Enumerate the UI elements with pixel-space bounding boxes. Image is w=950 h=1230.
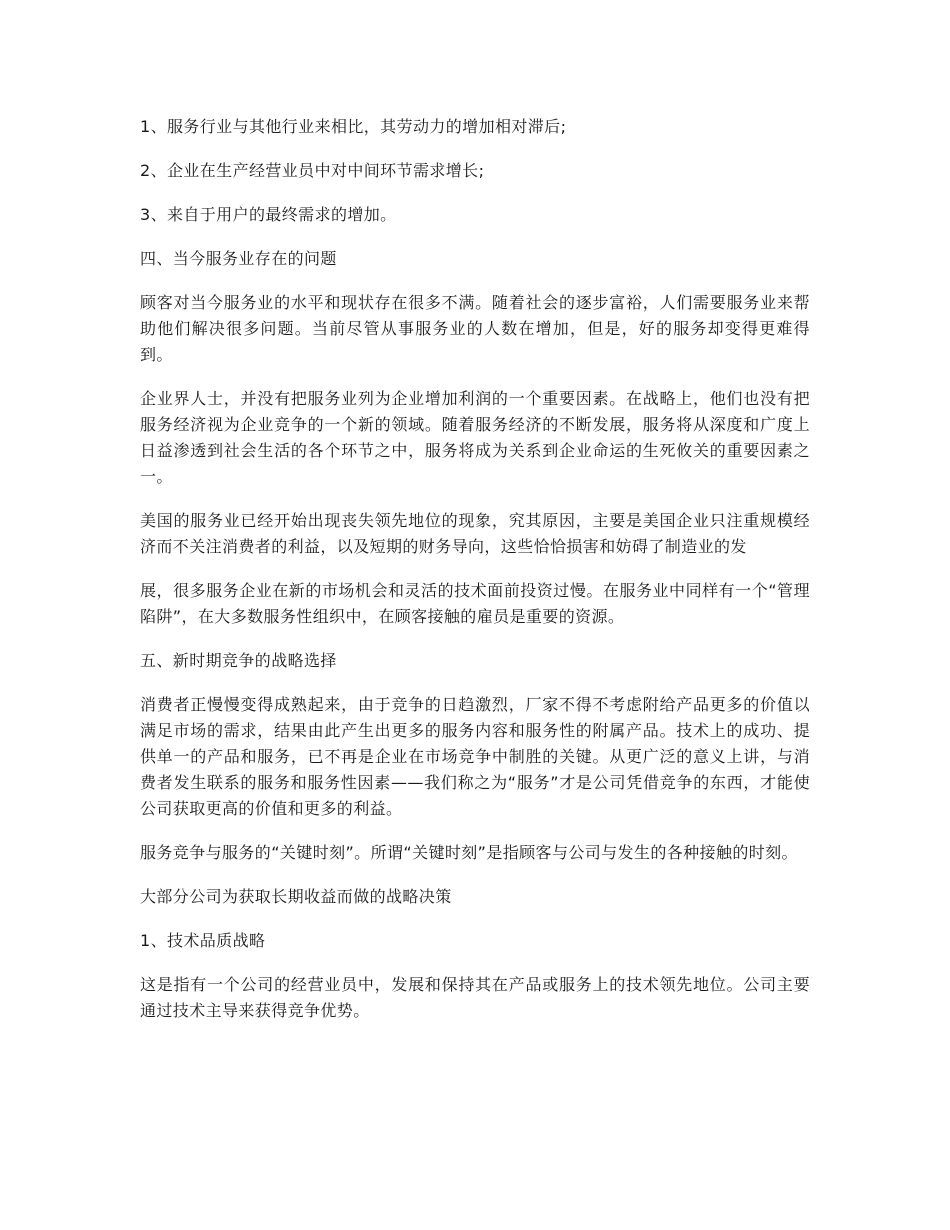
paragraph-tech-leadership: 这是指有一个公司的经营业员中，发展和保持其在产品或服务上的技术领先地位。公司主要通过技术主导来获得竞争优势。 [140,975,810,1020]
section-heading-5: 五、新时期竞争的战略选择 [140,651,337,670]
list-item-3: 3、来自于用户的最终需求的增加。 [140,205,397,224]
paragraph-consumer-maturity: 消费者正慢慢变得成熟起来，由于竞争的日趋激烈，厂家不得不考虑附给产品更多的价值以满足市场的需求，结果由此产生出更多的服务内容和服务性的附属产品。技术上的成功、提供单一的产品和服务，已不再是企业在市场竞争中制胜的关键。从更广泛的意义上讲，与消费者发生联系的服务和服务性因素——我们称之为“服务”才是公司凭借竞争的东西，才能使公司获取更高的价值和更多的利益。 [140,695,810,818]
paragraph-us-service-decline: 美国的服务业已经开始出现丧失领先地位的现象，究其原因，主要是美国企业只注重规模经济而不关注消费者的利益，以及短期的财务导向，这些恰恰损害和妨碍了制造业的发 [140,511,810,556]
paragraph-customer-dissatisfaction: 顾客对当今服务业的水平和现状存在很多不满。随着社会的逐步富裕，人们需要服务业来帮助他们解决很多问题。当前尽管从事服务业的人数在增加，但是，好的服务却变得更难得到。 [140,293,810,364]
paragraph-key-moments: 服务竞争与服务的“关键时刻”。所谓“关键时刻”是指顾客与公司与发生的各种接触的时刻。 [140,843,798,862]
subheading-tech-quality-strategy: 1、技术品质战略 [140,931,266,950]
section-heading-4: 四、当今服务业存在的问题 [140,249,337,268]
list-item-2: 2、企业在生产经营业员中对中间环节需求增长; [140,161,485,180]
list-item-1: 1、服务行业与其他行业来相比，其劳动力的增加相对滞后; [140,117,567,136]
paragraph-business-view: 企业界人士，并没有把服务业列为企业增加利润的一个重要因素。在战略上，他们也没有把服务经济视为企业竞争的一个新的领域。随着服务经济的不断发展，服务将从深度和广度上日益渗透到社会生活的各个环节之中，服务将成为关系到企业命运的生死攸关的重要因素之一。 [140,389,810,486]
paragraph-management-trap: 展，很多服务企业在新的市场机会和灵活的技术面前投资过慢。在服务业中同样有一个“管理陷阱”，在大多数服务性组织中，在顾客接触的雇员是重要的资源。 [140,581,810,626]
subheading-strategic-decisions: 大部分公司为获取长期收益而做的战略决策 [140,887,452,906]
document-body [140,114,810,1024]
